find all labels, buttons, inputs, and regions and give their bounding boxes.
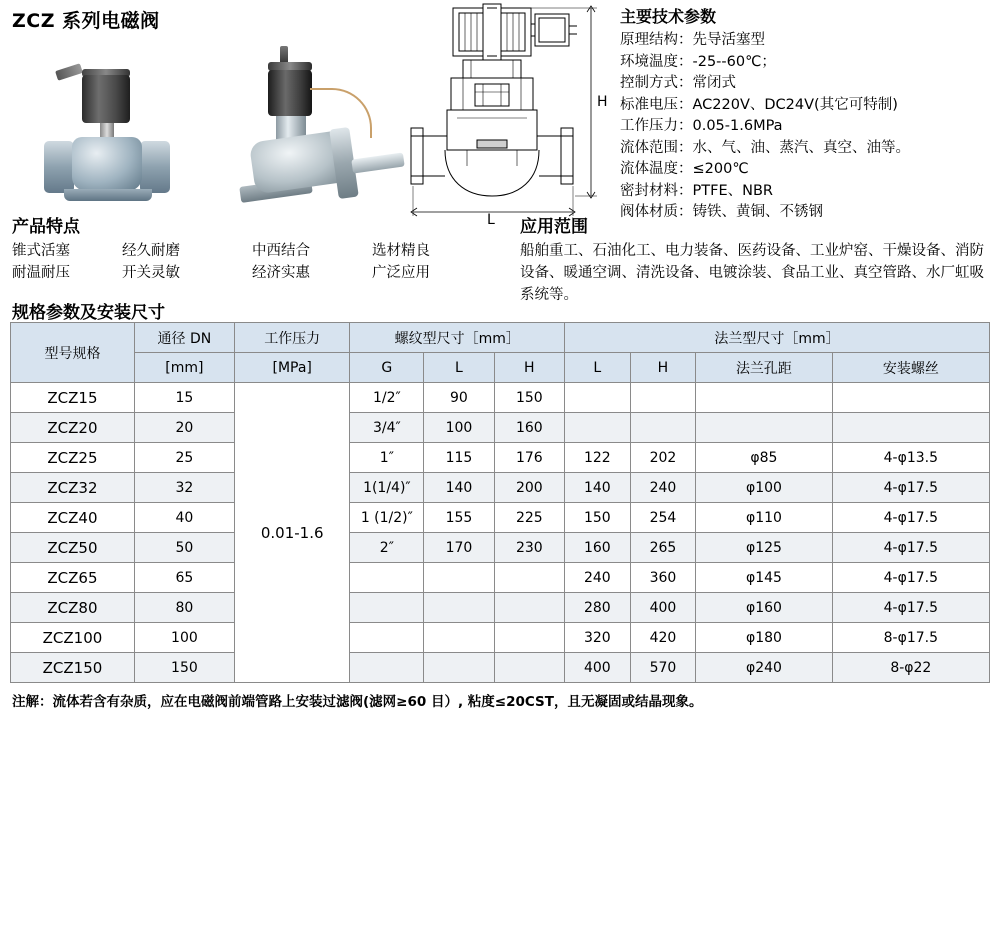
- cell-flange-l: 160: [565, 533, 631, 563]
- cell-model: ZCZ150: [11, 653, 135, 683]
- table-row: [11, 623, 990, 653]
- dimension-h-label: H: [597, 94, 608, 110]
- cell-dn: 50: [134, 533, 234, 563]
- col-header-flange-group: 法兰型尺寸［mm］: [565, 323, 990, 353]
- cell-thread-g: [350, 563, 424, 593]
- spec-label-voltage: 标准电压：: [620, 96, 693, 113]
- cell-model: ZCZ32: [11, 473, 135, 503]
- spec-value-voltage: AC220V、DC24V(其它可特制): [692, 96, 898, 113]
- cell-flange-pcd: φ85: [696, 443, 832, 473]
- col-header-model: 型号规格: [11, 323, 135, 383]
- cell-flange-h: 400: [630, 593, 696, 623]
- table-row: [11, 593, 990, 623]
- cell-flange-l: [565, 383, 631, 413]
- cell-thread-h: 230: [494, 533, 564, 563]
- table-row: [11, 443, 990, 473]
- valve1-left-flange: [44, 141, 74, 193]
- cell-thread-l: 140: [424, 473, 494, 503]
- spec-row-structure: [620, 30, 995, 52]
- col-header-thread-l: L: [424, 353, 494, 383]
- drawing-svg: [405, 0, 620, 225]
- cell-thread-g: 1(1/4)″: [350, 473, 424, 503]
- valve-technical-drawing: [405, 0, 620, 225]
- cell-dn: 32: [134, 473, 234, 503]
- cell-thread-l: 115: [424, 443, 494, 473]
- valve1-body: [72, 137, 142, 191]
- cell-flange-pcd: φ100: [696, 473, 832, 503]
- cell-flange-pcd: φ145: [696, 563, 832, 593]
- valve1-right-flange: [140, 141, 170, 193]
- cell-flange-h: [630, 413, 696, 443]
- cell-thread-l: [424, 623, 494, 653]
- applications-block: [520, 212, 990, 306]
- spec-label-ambient-temp: 环境温度：: [620, 53, 693, 70]
- col-header-flange-pcd: 法兰孔距: [696, 353, 832, 383]
- cell-flange-pcd: φ240: [696, 653, 832, 683]
- spec-value-working-pressure: 0.05-1.6MPa: [692, 118, 783, 134]
- cell-thread-g: [350, 623, 424, 653]
- feature-item-3b: 经济实惠: [252, 265, 310, 281]
- cell-bolts: 4-φ13.5: [832, 443, 989, 473]
- cell-flange-pcd: [696, 413, 832, 443]
- spec-label-control-mode: 控制方式：: [620, 75, 693, 91]
- cell-model: ZCZ50: [11, 533, 135, 563]
- spec-row-seal-material: [620, 181, 995, 203]
- spec-row-ambient-temp: [620, 52, 995, 74]
- cell-dn: 15: [134, 383, 234, 413]
- specification-table: [10, 322, 990, 683]
- dimension-l-label: L: [487, 212, 495, 225]
- cell-dn: 25: [134, 443, 234, 473]
- cell-thread-l: [424, 653, 494, 683]
- cell-model: ZCZ65: [11, 563, 135, 593]
- table-head: [11, 323, 990, 383]
- col-header-thread-h: H: [494, 353, 564, 383]
- col-header-thread-g: G: [350, 353, 424, 383]
- table-row: [11, 533, 990, 563]
- cell-flange-h: [630, 383, 696, 413]
- cell-flange-l: 150: [565, 503, 631, 533]
- technical-parameters-heading: 主要技术参数: [620, 7, 717, 26]
- cell-thread-h: 150: [494, 383, 564, 413]
- spec-value-ambient-temp: -25--60℃；: [692, 53, 776, 70]
- valve2-coil: [268, 70, 312, 116]
- table-row: [11, 503, 990, 533]
- cell-thread-l: 90: [424, 383, 494, 413]
- feature-column-1: [12, 240, 70, 284]
- spec-value-control-mode: 常闭式: [692, 75, 736, 91]
- cell-thread-l: 170: [424, 533, 494, 563]
- product-photos: [10, 32, 410, 212]
- feature-item-4b: 广泛应用: [372, 265, 430, 281]
- solenoid-valve-photo-1: [20, 37, 195, 212]
- cell-flange-l: 320: [565, 623, 631, 653]
- feature-item-3a: 中西结合: [252, 243, 310, 259]
- cell-thread-l: 155: [424, 503, 494, 533]
- spec-label-fluid-temp: 流体温度：: [620, 161, 693, 177]
- cell-thread-h: 160: [494, 413, 564, 443]
- features-grid: [12, 240, 512, 292]
- table-row: [11, 473, 990, 503]
- table-row: [11, 413, 990, 443]
- cell-thread-h: 200: [494, 473, 564, 503]
- col-header-dn-unit: [mm]: [134, 353, 234, 383]
- spec-table-heading: 规格参数及安装尺寸: [12, 303, 165, 323]
- cell-thread-g: 1 (1/2)″: [350, 503, 424, 533]
- valve1-connector: [55, 63, 83, 81]
- cell-bolts: 8-φ22: [832, 653, 989, 683]
- spec-row-working-pressure: [620, 116, 995, 138]
- cell-thread-l: [424, 563, 494, 593]
- feature-item-2a: 经久耐磨: [122, 243, 180, 259]
- feature-item-2b: 开关灵敏: [122, 265, 180, 281]
- spec-label-fluid-range: 流体范围：: [620, 139, 693, 156]
- cell-thread-g: 2″: [350, 533, 424, 563]
- cell-flange-h: 570: [630, 653, 696, 683]
- spec-label-seal-material: 密封材料：: [620, 182, 693, 199]
- cell-thread-l: 100: [424, 413, 494, 443]
- cell-flange-h: 254: [630, 503, 696, 533]
- cell-flange-pcd: φ110: [696, 503, 832, 533]
- cell-bolts: 4-φ17.5: [832, 593, 989, 623]
- spec-row-voltage: [620, 95, 995, 117]
- cell-flange-pcd: φ180: [696, 623, 832, 653]
- applications-text: 船舶重工、石油化工、电力装备、医药设备、工业炉窑、干燥设备、消防设备、暖通空调、清洗设备、电镀涂装、食品工业、真空管路、水厂虹吸系统等。: [520, 243, 984, 303]
- cell-thread-g: [350, 593, 424, 623]
- cell-dn: 65: [134, 563, 234, 593]
- table-note: 注解：流体若含有杂质，应在电磁阀前端管路上安装过滤阀(滤网≥60 目）, 粘度≤20CST，且无凝固或结晶现象。: [12, 694, 703, 710]
- spec-value-fluid-range: 水、气、油、蒸汽、真空、油等。: [692, 139, 910, 156]
- spec-value-structure: 先导活塞型: [692, 32, 765, 48]
- cell-flange-l: 400: [565, 653, 631, 683]
- cell-model: ZCZ15: [11, 383, 135, 413]
- col-header-pressure-unit: [MPa]: [234, 353, 350, 383]
- cell-thread-h: [494, 623, 564, 653]
- technical-parameters-block: [620, 4, 995, 224]
- cell-bolts: [832, 383, 989, 413]
- cell-bolts: 4-φ17.5: [832, 503, 989, 533]
- cell-model: ZCZ20: [11, 413, 135, 443]
- valve2-shaft: [351, 152, 404, 173]
- cell-flange-h: 360: [630, 563, 696, 593]
- cell-bolts: 4-φ17.5: [832, 563, 989, 593]
- cell-thread-h: [494, 653, 564, 683]
- feature-item-1a: 锥式活塞: [12, 243, 70, 259]
- solenoid-valve-photo-2: [210, 32, 410, 217]
- feature-column-2: [122, 240, 180, 284]
- table-row: [11, 383, 990, 413]
- cell-bolts: 4-φ17.5: [832, 533, 989, 563]
- cell-dn: 100: [134, 623, 234, 653]
- feature-column-3: [252, 240, 310, 284]
- cell-model: ZCZ40: [11, 503, 135, 533]
- feature-column-4: [372, 240, 430, 284]
- spec-label-working-pressure: 工作压力：: [620, 118, 693, 134]
- col-header-flange-h: H: [630, 353, 696, 383]
- table-body: [11, 383, 990, 683]
- cell-thread-g: 1/2″: [350, 383, 424, 413]
- valve1-base: [64, 189, 152, 201]
- cell-bolts: 4-φ17.5: [832, 473, 989, 503]
- feature-item-1b: 耐温耐压: [12, 265, 70, 281]
- table-header-row-2: [11, 353, 990, 383]
- cell-thread-h: [494, 563, 564, 593]
- cell-model: ZCZ80: [11, 593, 135, 623]
- cell-thread-g: [350, 653, 424, 683]
- cell-flange-h: 420: [630, 623, 696, 653]
- valve1-coil: [82, 75, 130, 123]
- spec-value-body-material: 铸铁、黄铜、不锈钢: [692, 204, 823, 220]
- cell-bolts: 8-φ17.5: [832, 623, 989, 653]
- cell-flange-l: 122: [565, 443, 631, 473]
- col-header-flange-l: L: [565, 353, 631, 383]
- cell-model: ZCZ25: [11, 443, 135, 473]
- cell-flange-l: [565, 413, 631, 443]
- col-header-dn: 通径 DN: [134, 323, 234, 353]
- cell-model: ZCZ100: [11, 623, 135, 653]
- cell-thread-h: [494, 593, 564, 623]
- cell-thread-l: [424, 593, 494, 623]
- features-heading: 产品特点: [12, 217, 80, 237]
- spec-label-structure: 原理结构：: [620, 32, 693, 48]
- cell-flange-l: 280: [565, 593, 631, 623]
- cell-thread-g: 1″: [350, 443, 424, 473]
- cell-dn: 40: [134, 503, 234, 533]
- spec-row-fluid-range: [620, 138, 995, 160]
- cell-flange-pcd: [696, 383, 832, 413]
- table-header-row-1: [11, 323, 990, 353]
- feature-item-4a: 选材精良: [372, 243, 430, 259]
- cell-bolts: [832, 413, 989, 443]
- product-features-block: [12, 212, 512, 292]
- cell-dn: 80: [134, 593, 234, 623]
- cell-thread-h: 225: [494, 503, 564, 533]
- cell-pressure: 0.01-1.6: [234, 383, 350, 683]
- cell-flange-h: 240: [630, 473, 696, 503]
- col-header-bolts: 安装螺丝: [832, 353, 989, 383]
- cell-flange-l: 140: [565, 473, 631, 503]
- spec-row-control-mode: [620, 73, 995, 95]
- table-row: [11, 653, 990, 683]
- spec-value-fluid-temp: ≤200℃: [692, 161, 749, 177]
- cell-thread-h: 176: [494, 443, 564, 473]
- spec-value-seal-material: PTFE、NBR: [692, 182, 773, 199]
- cell-flange-pcd: φ125: [696, 533, 832, 563]
- cell-flange-h: 202: [630, 443, 696, 473]
- cell-dn: 150: [134, 653, 234, 683]
- applications-heading: 应用范围: [520, 217, 588, 237]
- spec-row-fluid-temp: [620, 159, 995, 181]
- cell-flange-h: 265: [630, 533, 696, 563]
- cell-thread-g: 3/4″: [350, 413, 424, 443]
- spec-label-body-material: 阀体材质：: [620, 204, 693, 220]
- page-title: ZCZ 系列电磁阀: [12, 10, 160, 32]
- col-header-thread-group: 螺纹型尺寸［mm］: [350, 323, 565, 353]
- col-header-pressure: 工作压力: [234, 323, 350, 353]
- cell-dn: 20: [134, 413, 234, 443]
- table-row: [11, 563, 990, 593]
- cell-flange-pcd: φ160: [696, 593, 832, 623]
- cell-flange-l: 240: [565, 563, 631, 593]
